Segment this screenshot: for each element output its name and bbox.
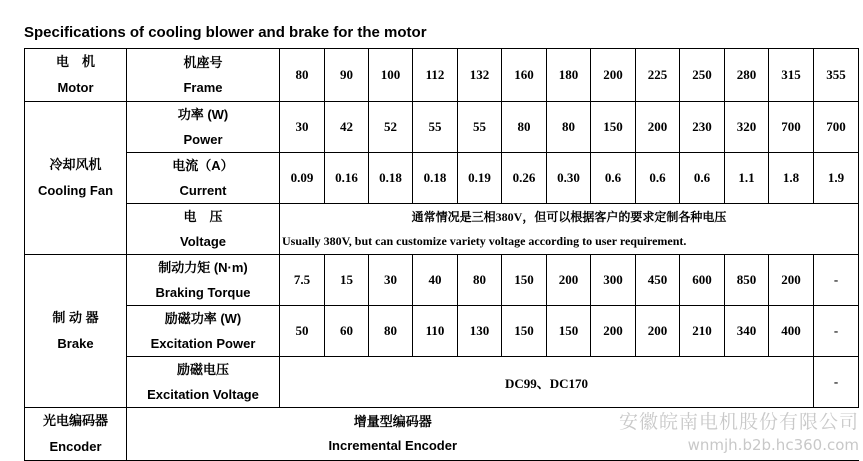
excitation-power-cn: 励磁功率 (W): [164, 311, 242, 326]
current-cn: 电流（A）: [172, 158, 234, 173]
spec-table: [24, 48, 859, 461]
power-row: [25, 102, 859, 153]
frame-value: 132: [458, 49, 502, 102]
current-value: 1.8: [769, 153, 814, 204]
voltage-row: [25, 204, 859, 255]
excitation-power-value: -: [814, 306, 859, 357]
current-value: 0.6: [680, 153, 725, 204]
braking-torque-value: 200: [769, 255, 814, 306]
current-value: 1.9: [814, 153, 859, 204]
frame-value: 112: [413, 49, 458, 102]
encoder-header: [25, 408, 127, 461]
current-value: 0.18: [369, 153, 413, 204]
power-value: 150: [591, 102, 636, 153]
frame-en: Frame: [183, 80, 223, 95]
braking-torque-value: 150: [502, 255, 547, 306]
page-title: Specifications of cooling blower and brake for the motor: [24, 24, 427, 41]
excitation-power-label: [127, 306, 280, 357]
current-value: 0.26: [502, 153, 547, 204]
excitation-power-value: 200: [591, 306, 636, 357]
excitation-power-value: 150: [502, 306, 547, 357]
excitation-voltage-label: [127, 357, 280, 408]
excitation-voltage-last: -: [814, 357, 859, 408]
encoder-value-en: Incremental Encoder: [328, 438, 458, 453]
current-en: Current: [179, 183, 227, 198]
excitation-power-en: Excitation Power: [150, 336, 256, 351]
braking-torque-value: 200: [547, 255, 591, 306]
power-value: 700: [769, 102, 814, 153]
excitation-voltage-cn: 励磁电压: [176, 362, 229, 377]
cooling-fan-en: Cooling Fan: [37, 183, 114, 198]
voltage-note: [280, 204, 859, 255]
braking-torque-value: 450: [636, 255, 680, 306]
braking-torque-value: 40: [413, 255, 458, 306]
power-label: [127, 102, 280, 153]
power-value: 42: [325, 102, 369, 153]
motor-header: [25, 49, 127, 102]
power-value: 30: [280, 102, 325, 153]
power-value: 80: [547, 102, 591, 153]
frame-value: 200: [591, 49, 636, 102]
braking-torque-value: 850: [725, 255, 769, 306]
frame-value: 225: [636, 49, 680, 102]
braking-torque-value: 7.5: [280, 255, 325, 306]
braking-torque-value: 15: [325, 255, 369, 306]
brake-en: Brake: [57, 336, 94, 351]
frame-value: 100: [369, 49, 413, 102]
watermark-company: 安徽皖南电机股份有限公司: [618, 411, 859, 433]
encoder-en: Encoder: [49, 439, 102, 454]
excitation-voltage-value: DC99、DC170: [280, 357, 814, 408]
excitation-power-value: 50: [280, 306, 325, 357]
braking-torque-value: 600: [680, 255, 725, 306]
excitation-voltage-row: [25, 357, 859, 408]
current-value: 0.16: [325, 153, 369, 204]
voltage-label: [127, 204, 280, 255]
braking-torque-value: -: [814, 255, 859, 306]
excitation-power-value: 110: [413, 306, 458, 357]
excitation-voltage-en: Excitation Voltage: [147, 387, 259, 402]
voltage-en: Voltage: [180, 234, 226, 249]
braking-torque-en: Braking Torque: [155, 285, 251, 300]
power-value: 200: [636, 102, 680, 153]
frame-value: 355: [814, 49, 859, 102]
brake-cn: 制 动 器: [52, 310, 99, 325]
brake-header: [25, 255, 127, 408]
voltage-note-en: Usually 380V, but can customize variety voltage according to user requirement.: [282, 234, 687, 248]
power-value: 230: [680, 102, 725, 153]
excitation-power-row: [25, 306, 859, 357]
excitation-power-value: 400: [769, 306, 814, 357]
frame-value: 160: [502, 49, 547, 102]
voltage-cn: 电 压: [183, 209, 223, 224]
current-value: 1.1: [725, 153, 769, 204]
frame-value: 250: [680, 49, 725, 102]
power-value: 80: [502, 102, 547, 153]
braking-torque-row: [25, 255, 859, 306]
braking-torque-label: [127, 255, 280, 306]
power-value: 320: [725, 102, 769, 153]
excitation-power-value: 340: [725, 306, 769, 357]
current-value: 0.30: [547, 153, 591, 204]
motor-en: Motor: [57, 80, 94, 95]
power-cn: 功率 (W): [177, 107, 229, 122]
braking-torque-value: 80: [458, 255, 502, 306]
voltage-note-cn: 通常情况是三相380V，但可以根据客户的要求定制各种电压: [411, 210, 727, 224]
excitation-power-value: 80: [369, 306, 413, 357]
cooling-fan-header: [25, 102, 127, 255]
frame-cn: 机座号: [183, 55, 223, 70]
encoder-value-cn: 增量型编码器: [353, 414, 432, 429]
frame-value: 90: [325, 49, 369, 102]
power-value: 55: [413, 102, 458, 153]
excitation-power-value: 200: [636, 306, 680, 357]
power-value: 55: [458, 102, 502, 153]
current-value: 0.6: [636, 153, 680, 204]
cooling-fan-cn: 冷却风机: [49, 157, 102, 172]
braking-torque-value: 300: [591, 255, 636, 306]
excitation-power-value: 210: [680, 306, 725, 357]
motor-cn: 电 机: [55, 54, 95, 69]
current-value: 0.18: [413, 153, 458, 204]
braking-torque-value: 30: [369, 255, 413, 306]
watermark: [619, 407, 859, 454]
current-row: [25, 153, 859, 204]
frame-value: 280: [725, 49, 769, 102]
encoder-cn: 光电编码器: [42, 413, 108, 428]
excitation-power-value: 60: [325, 306, 369, 357]
current-value: 0.09: [280, 153, 325, 204]
braking-torque-cn: 制动力矩 (N·m): [158, 260, 248, 275]
frame-value: 315: [769, 49, 814, 102]
current-value: 0.19: [458, 153, 502, 204]
current-value: 0.6: [591, 153, 636, 204]
power-value: 700: [814, 102, 859, 153]
watermark-url: wnmjh.b2b.hc360.com: [687, 436, 859, 454]
current-label: [127, 153, 280, 204]
power-value: 52: [369, 102, 413, 153]
frame-value: 180: [547, 49, 591, 102]
frame-row: [25, 49, 859, 102]
excitation-power-value: 130: [458, 306, 502, 357]
excitation-power-value: 150: [547, 306, 591, 357]
power-en: Power: [183, 132, 223, 147]
frame-value: 80: [280, 49, 325, 102]
frame-label: [127, 49, 280, 102]
